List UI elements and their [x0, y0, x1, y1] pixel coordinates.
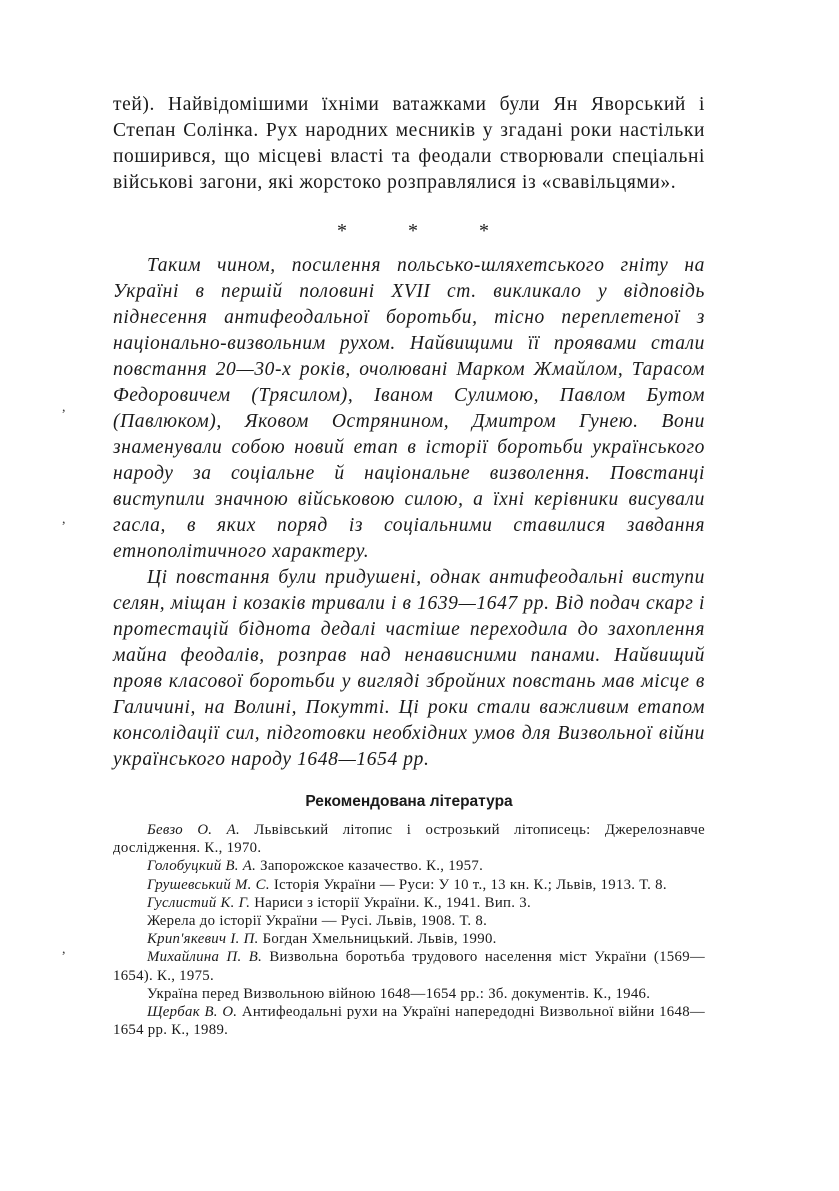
reference-item	[113, 912, 705, 930]
intro-paragraph: тей). Найвідомішими їхніми ватажками були Ян Яворський і Степан Солінка. Рух народних месників у згадані роки настільки поширився, що місцеві власті та феодали створювали спеціальні військові загони, які жорстоко розправлялися із «свавільцями».	[113, 94, 705, 193]
reference-item	[113, 821, 705, 857]
reference-text: Визвольна боротьба трудового населення міст України (1569—1654). К., 1975.	[113, 949, 705, 984]
reference-item	[113, 985, 705, 1003]
reference-text: Богдан Хмельницький. Львів, 1990.	[262, 931, 497, 948]
reference-author: Щербак В. О.	[147, 1004, 238, 1021]
reference-list	[113, 821, 705, 1039]
summary-paragraph-2: Ці повстання були придушені, однак антифеодальні виступи селян, міщан і козаків тривали і в 1639—1647 рр. Від подач скарг і протестацій біднота дедалі частіше переходила до захоплення майна феодалів, розправ над ненависними панами. Найвищий прояв класової боротьби у вигляді збройних повстань мав місце в Галичині, на Волині, Покутті. Ці роки стали важливим етапом консолідації сил, підготовки необхідних умов для Визвольної війни українського народу 1648—1654 рр.	[113, 567, 705, 770]
reference-item	[113, 948, 705, 984]
reference-item	[113, 857, 705, 875]
section-separator: * * *	[337, 220, 517, 242]
margin-speck: ,	[62, 942, 66, 957]
reference-author: Бевзо О. А.	[147, 822, 240, 838]
reference-author: Михайлина П. В.	[147, 949, 263, 966]
literature-heading: Рекомендована література	[305, 793, 513, 810]
reference-text: Нариси з історії України. К., 1941. Вип. 3.	[254, 894, 531, 911]
reference-item	[113, 894, 705, 912]
margin-speck: ,	[62, 400, 66, 415]
reference-author: Грушевський М. С.	[147, 876, 270, 893]
reference-text: Україна перед Визвольною війною 1648—1654 рр.: Зб. документів. К., 1946.	[147, 985, 651, 1002]
reference-item	[113, 930, 705, 948]
reference-author: Крип'якевич І. П.	[147, 931, 259, 948]
reference-item	[113, 1003, 705, 1039]
reference-text: Запорожское казачество. К., 1957.	[260, 858, 484, 875]
reference-item	[113, 876, 705, 894]
summary-paragraph-1: Таким чином, посилення польсько-шляхетського гніту на Україні в першій половині XVII ст. викликало у відповідь піднесення антифеодальної боротьби, тісно переплетеної з національно-визвольним рухом. Найвищими її проявами стали повстання 20—30-х років, очолювані Марком Жмайлом, Тарасом Федоровичем (Трясилом), Іваном Сулимою, Павлом Бутом (Павлюком), Яковом Острянином, Дмитром Гунею. Вони знаменували собою новий етап в історії боротьби українського народу за соціальне й національне визволення. Повстанці виступили значною військовою силою, а їхні керівники висували гасла, в яких поряд із соціальними ставилися завдання етнополітичного характеру.	[113, 255, 705, 562]
reference-text: Жерела до історії України — Русі. Львів, 1908. Т. 8.	[147, 913, 488, 930]
reference-author: Гуслистий К. Г.	[147, 894, 251, 911]
reference-text: Львівський літопис і острозький літописець: Джерелознавче дослідження. К., 1970.	[113, 822, 705, 857]
page-body	[113, 92, 705, 1039]
reference-text: Історія України — Руси: У 10 т., 13 кн. К.; Львів, 1913. Т. 8.	[273, 876, 667, 893]
margin-speck: ,	[62, 512, 66, 527]
reference-text: Антифеодальні рухи на Україні напередодні Визвольної війни 1648—1654 рр. К., 1989.	[113, 1004, 706, 1039]
reference-author: Голобуцкий В. А.	[147, 858, 257, 875]
